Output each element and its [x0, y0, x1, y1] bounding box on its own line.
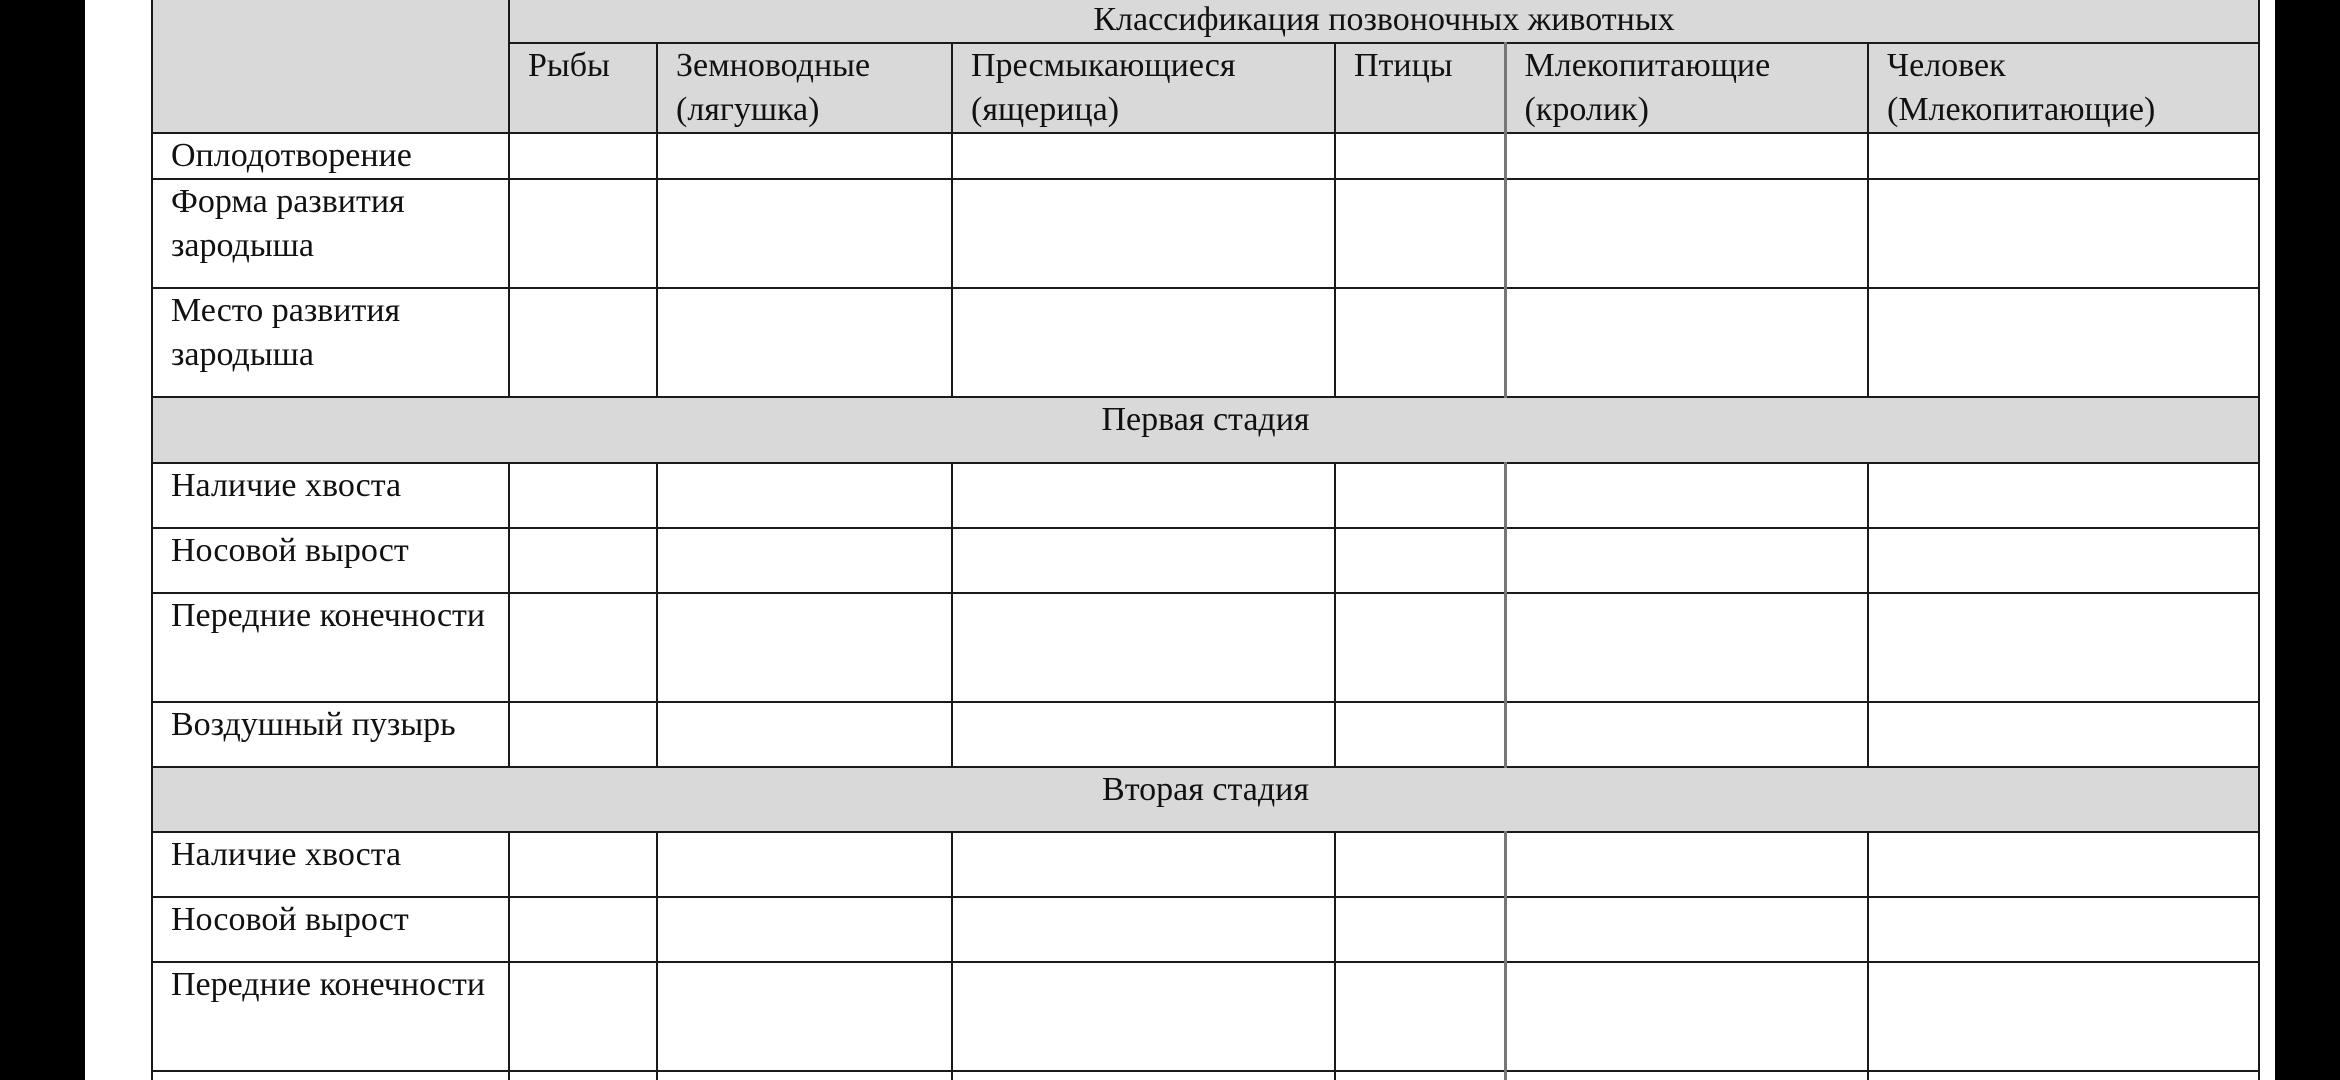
- table-cell[interactable]: [1868, 832, 2259, 897]
- table-cell[interactable]: [1505, 179, 1868, 288]
- header-corner-cell: [152, 0, 509, 133]
- table-row: [152, 962, 2259, 1071]
- table-row: [152, 288, 2259, 397]
- table-cell[interactable]: [952, 593, 1335, 702]
- table-cell[interactable]: [952, 897, 1335, 962]
- row-label-tail: Наличие хвоста: [152, 832, 509, 897]
- row-label-embryo-form: Форма развития зародыша: [152, 179, 509, 288]
- row-label-nasal-process: Носовой вырост: [152, 528, 509, 593]
- table-cell[interactable]: [657, 179, 952, 288]
- table-cell[interactable]: [1505, 897, 1868, 962]
- table-cell[interactable]: [952, 133, 1335, 179]
- table-cell[interactable]: [657, 1071, 952, 1080]
- row-label-air-bladder: Воздушный пузырь: [152, 702, 509, 767]
- table-cell[interactable]: [1335, 179, 1505, 288]
- table-row: [152, 897, 2259, 962]
- row-label-forelimbs: Передние конечности: [152, 962, 509, 1071]
- table-cell[interactable]: [657, 288, 952, 397]
- table-cell[interactable]: [1335, 463, 1505, 528]
- table-cell[interactable]: [509, 528, 657, 593]
- row-label-tail: Наличие хвоста: [152, 463, 509, 528]
- table-cell[interactable]: [1505, 832, 1868, 897]
- table-title: Классификация позвоночных животных: [509, 0, 2259, 43]
- table-cell[interactable]: [509, 179, 657, 288]
- table-cell[interactable]: [509, 832, 657, 897]
- table-cell[interactable]: [509, 1071, 657, 1080]
- column-header-birds: Птицы: [1335, 43, 1505, 133]
- table-row: [152, 133, 2259, 179]
- table-cell[interactable]: [1868, 463, 2259, 528]
- document-page: [85, 0, 2275, 1080]
- table-cell[interactable]: [952, 962, 1335, 1071]
- stage-2-header: Вторая стадия: [152, 767, 2259, 832]
- table-cell[interactable]: [1335, 702, 1505, 767]
- table-cell[interactable]: [1505, 962, 1868, 1071]
- column-header-amphibians: Земноводные (лягушка): [657, 43, 952, 133]
- row-label-embryo-place: Место развития зародыша: [152, 288, 509, 397]
- table-row: [152, 463, 2259, 528]
- table-cell[interactable]: [657, 702, 952, 767]
- row-label-forelimbs: Передние конечности: [152, 593, 509, 702]
- table-cell[interactable]: [1868, 702, 2259, 767]
- table-cell[interactable]: [1335, 897, 1505, 962]
- table-cell[interactable]: [1868, 133, 2259, 179]
- table-cell[interactable]: [1335, 528, 1505, 593]
- table-row: [152, 832, 2259, 897]
- column-header-reptiles: Пресмыкающиеся (ящерица): [952, 43, 1335, 133]
- table-cell[interactable]: [509, 702, 657, 767]
- table-cell[interactable]: [657, 133, 952, 179]
- table-cell[interactable]: [657, 463, 952, 528]
- table-cell[interactable]: [509, 962, 657, 1071]
- table-cell[interactable]: [1505, 702, 1868, 767]
- table-cell[interactable]: [1505, 463, 1868, 528]
- table-row: [152, 528, 2259, 593]
- table-cell[interactable]: [952, 463, 1335, 528]
- row-label-fertilization: Оплодотворение: [152, 133, 509, 179]
- table-cell[interactable]: [1868, 593, 2259, 702]
- table-cell[interactable]: [1868, 179, 2259, 288]
- table-cell[interactable]: [657, 962, 952, 1071]
- table-cell[interactable]: [1335, 593, 1505, 702]
- table-cell[interactable]: [952, 832, 1335, 897]
- row-label-nasal-process: Носовой вырост: [152, 897, 509, 962]
- table-cell[interactable]: [1335, 133, 1505, 179]
- table-cell[interactable]: [509, 593, 657, 702]
- table-cell[interactable]: [1505, 1071, 1868, 1080]
- table-row: [152, 702, 2259, 767]
- table-row: [152, 1071, 2259, 1080]
- table-cell[interactable]: [1505, 593, 1868, 702]
- table-cell[interactable]: [1868, 962, 2259, 1071]
- table-row: [152, 593, 2259, 702]
- table-cell[interactable]: [1335, 288, 1505, 397]
- table-cell[interactable]: [1868, 288, 2259, 397]
- table-cell[interactable]: [509, 133, 657, 179]
- vertebrate-classification-table: [151, 0, 2260, 1080]
- table-cell[interactable]: [1868, 528, 2259, 593]
- table-cell[interactable]: [1868, 897, 2259, 962]
- stage-1-header: Первая стадия: [152, 397, 2259, 463]
- table-cell[interactable]: [509, 288, 657, 397]
- table-cell[interactable]: [1505, 133, 1868, 179]
- table-cell[interactable]: [952, 1071, 1335, 1080]
- table-row: [152, 179, 2259, 288]
- table-cell[interactable]: [509, 463, 657, 528]
- column-header-human: Человек (Млекопитающие): [1868, 43, 2259, 133]
- table-cell[interactable]: [657, 593, 952, 702]
- table-cell[interactable]: [952, 702, 1335, 767]
- table-cell[interactable]: [657, 897, 952, 962]
- table-cell[interactable]: [657, 832, 952, 897]
- table-cell[interactable]: [1505, 288, 1868, 397]
- table-cell[interactable]: [952, 179, 1335, 288]
- table-cell[interactable]: [952, 288, 1335, 397]
- table-cell[interactable]: [1335, 832, 1505, 897]
- table-cell: [152, 1071, 509, 1080]
- table-cell[interactable]: [657, 528, 952, 593]
- table-cell[interactable]: [1505, 528, 1868, 593]
- column-header-fish: Рыбы: [509, 43, 657, 133]
- table-cell[interactable]: [509, 897, 657, 962]
- table-cell[interactable]: [1335, 1071, 1505, 1080]
- column-header-mammals: Млекопитающие (кролик): [1505, 43, 1868, 133]
- table-cell[interactable]: [1335, 962, 1505, 1071]
- table-cell[interactable]: [1868, 1071, 2259, 1080]
- table-cell[interactable]: [952, 528, 1335, 593]
